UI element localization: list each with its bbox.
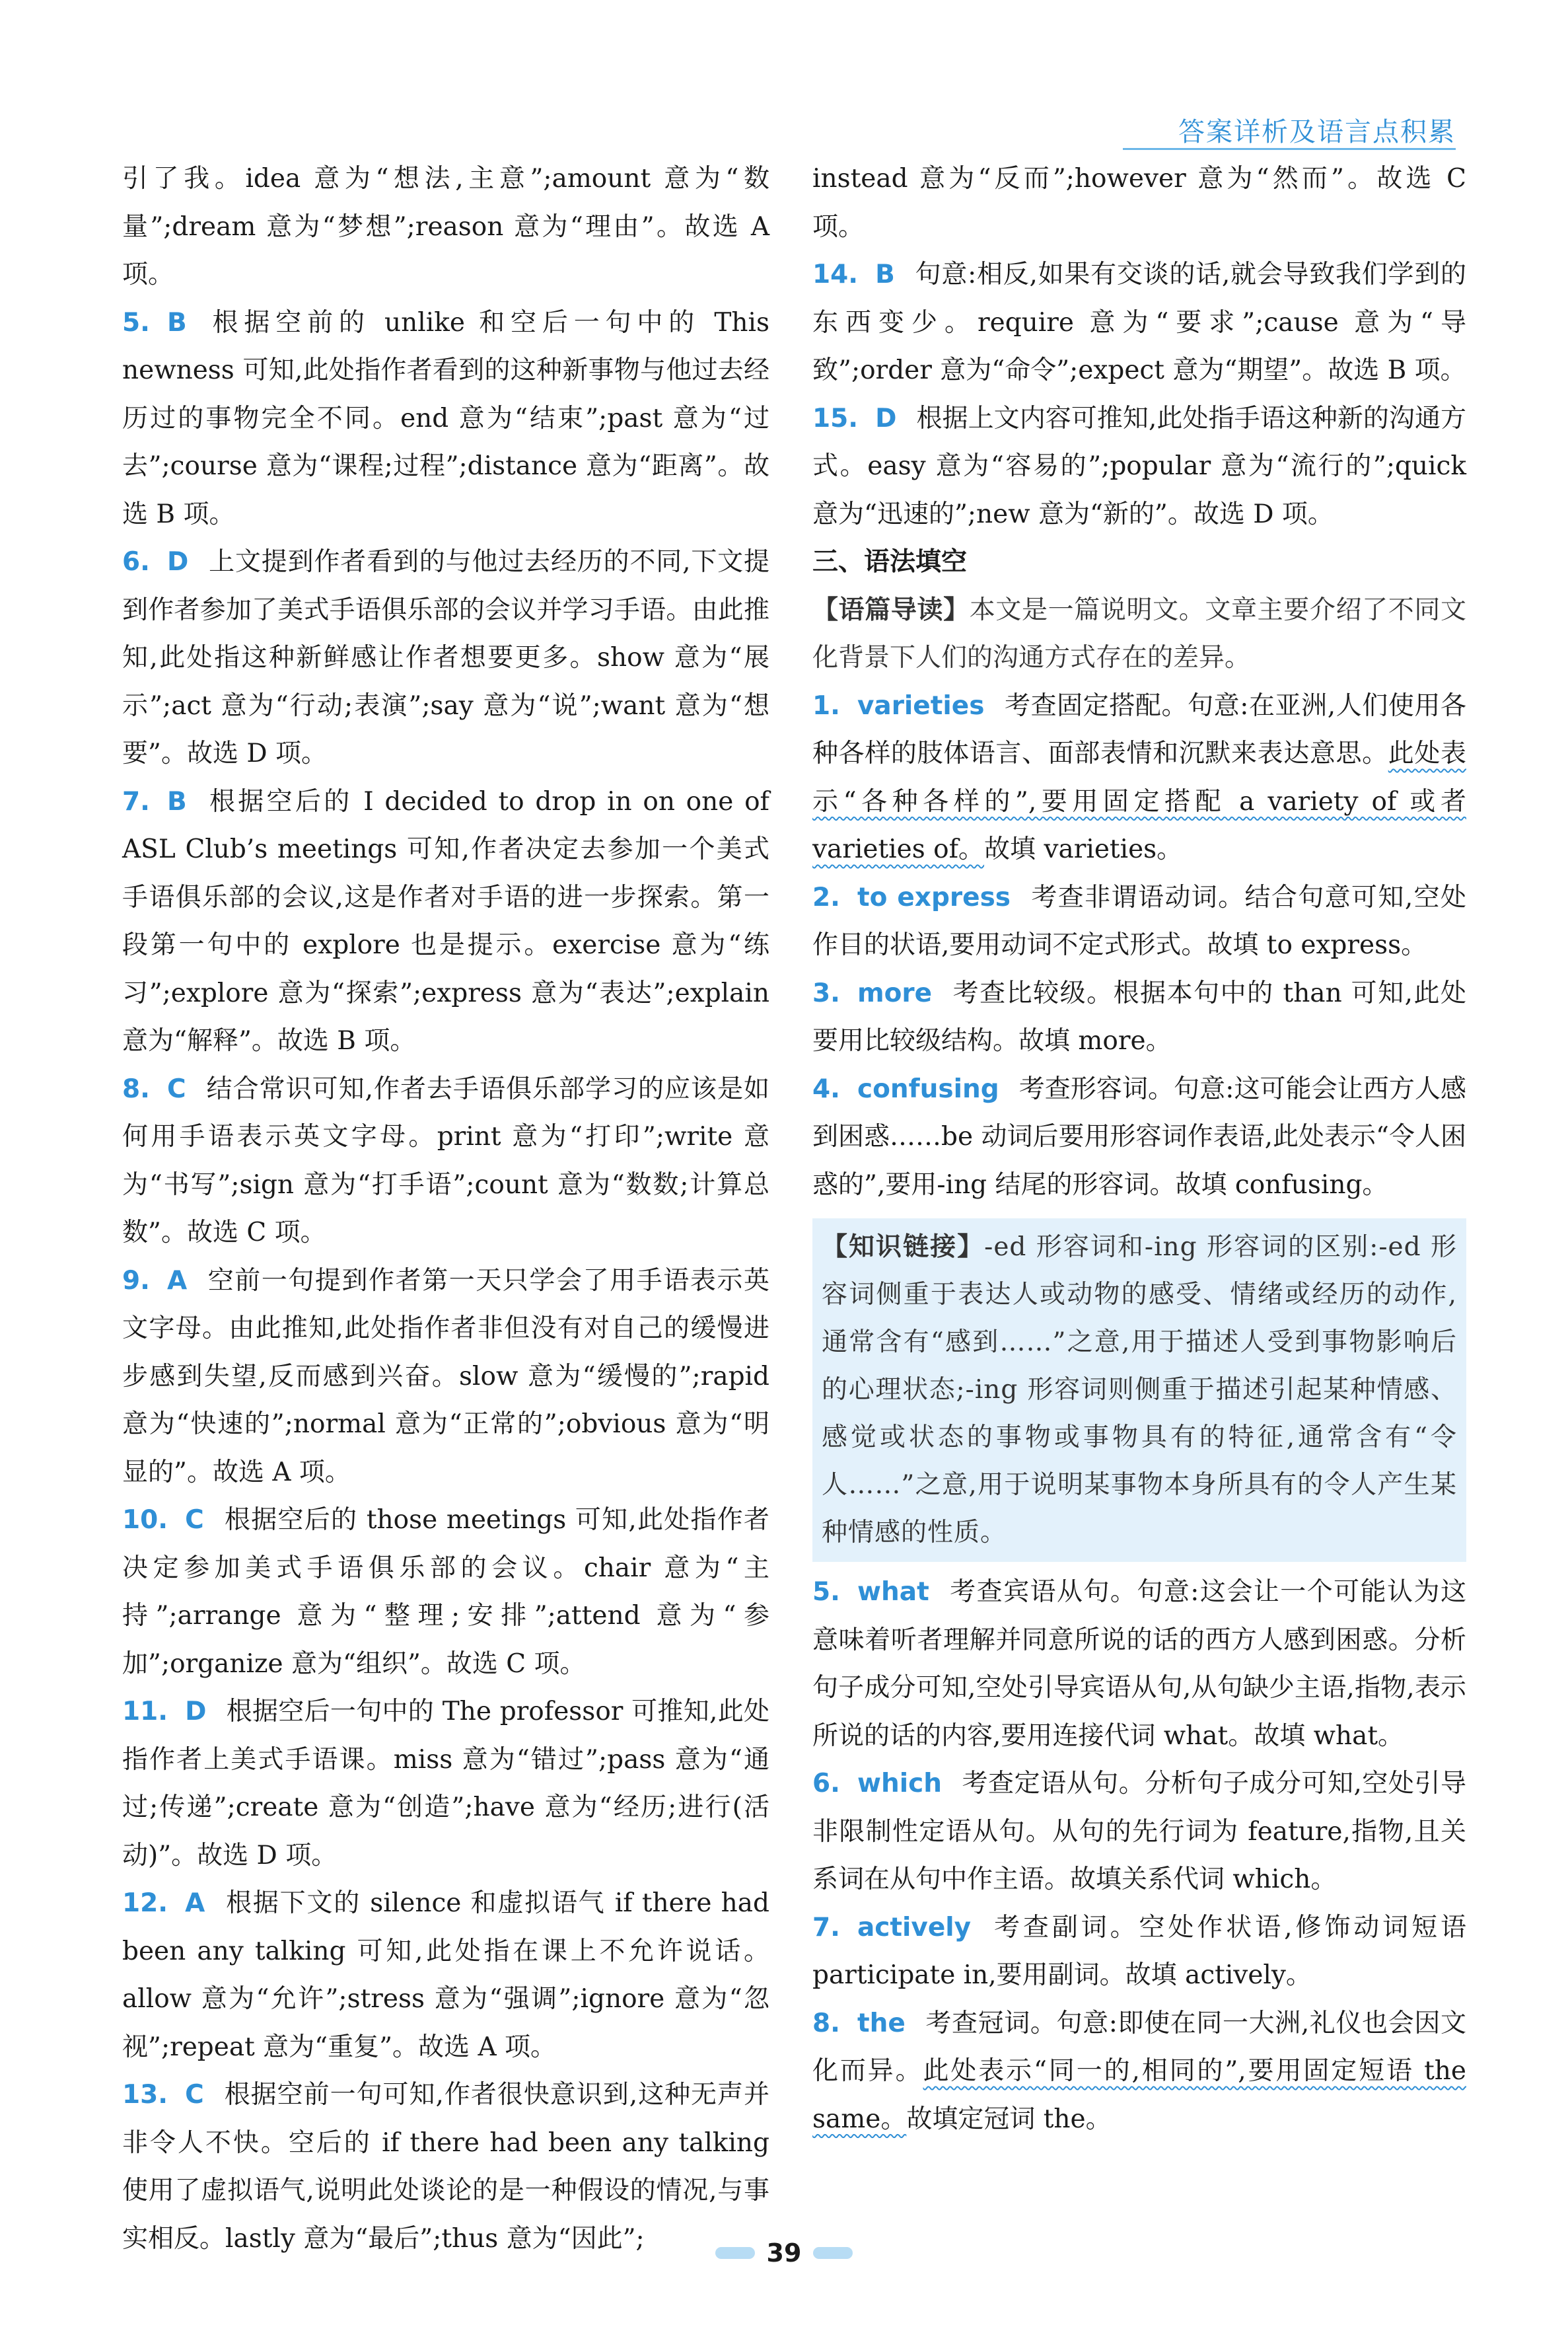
item-answer: actively [857, 1912, 972, 1942]
item-number: 11. [122, 1697, 168, 1726]
left-column [122, 155, 769, 2263]
answer-text: instead 意为“反而”;however 意为“然而”。故选 C 项。 [812, 164, 1466, 242]
item-number: 3. [812, 978, 840, 1008]
answer-item [122, 778, 769, 1066]
answer-item [812, 1066, 1466, 1210]
page-footer [0, 2238, 1568, 2268]
item-number: 2. [812, 882, 840, 912]
header-title: 答案详析及语言点积累 [1178, 117, 1456, 147]
answer-item [812, 970, 1466, 1066]
passage-guide [812, 587, 1466, 683]
section-title: 三、语法填空 [812, 547, 968, 577]
item-answer: C [185, 2080, 204, 2110]
item-number: 14. [812, 260, 859, 289]
item-number: 12. [122, 1888, 168, 1918]
item-number: 8. [122, 1074, 150, 1104]
answer-text: 考查形容词。句意:这可能会让西方人感到困惑……be 动词后要用形容词作表语,此处表示“令人困惑的”,要用-ing 结尾的形容词。故填 confusing。 [812, 1074, 1466, 1200]
page-number: 39 [766, 2238, 802, 2268]
answer-item [812, 683, 1466, 874]
item-number: 6. [812, 1769, 840, 1798]
item-number: 9. [122, 1265, 150, 1296]
item-number: 8. [812, 2008, 840, 2038]
answer-text: 句意:相反,如果有交谈的话,就会导致我们学到的东西变少。require 意为“要求”;cause 意为“导致”;order 意为“命令”;expect 意为“期望”。故选 B 项。 [812, 260, 1466, 385]
answer-text: 考查非谓语动词。结合句意可知,空处作目的状语,要用动词不定式形式。故填 to express。 [812, 882, 1466, 960]
guide-label: 【语篇导读】 [812, 595, 970, 625]
item-answer: what [857, 1577, 929, 1607]
answer-item [812, 1904, 1466, 2000]
answer-text: 根据空前一句可知,作者很快意识到,这种无声并非令人不快。空后的 if there had been any talking 使用了虚拟语气,说明此处谈论的是一种假设的情况,与事实相反。lastly 意为“最后”;thus 意为“因此”; [122, 2080, 769, 2254]
item-answer: the [857, 2008, 906, 2038]
item-number: 15. [812, 403, 859, 433]
item-number: 7. [812, 1912, 840, 1942]
item-answer: more [857, 978, 933, 1008]
item-number: 5. [812, 1577, 840, 1607]
answer-text: 考查固定搭配。句意:在亚洲,人们使用各种各样的肢体语言、面部表情和沉默来表达意思。 [812, 690, 1466, 768]
answer-text: 空前一句提到作者第一天只学会了用手语表示英文字母。由此推知,此处指作者非但没有对自己的缓慢进步感到失望,反而感到兴奋。slow 意为“缓慢的”;rapid 意为“快速的”;normal 意为“正常的”;obvious 意为“明显的”。故选 A 项。 [122, 1265, 769, 1487]
item-answer: which [857, 1769, 942, 1798]
answer-item [122, 538, 769, 778]
knowledge-text: -ed 形容词和-ing 形容词的区别:-ed 形容词侧重于表达人或动物的感受、情绪或经历的动作,通常含有“感到……”之意,用于描述人受到事物影响后的心理状态;-ing 形容词则侧重于描述引起某种情感、感觉或状态的事物或事物具有的特征,通常含有“令人……”之意,用于说明某事物本身所具有的令人产生某种情感的性质。 [822, 1232, 1457, 1547]
item-number: 13. [122, 2080, 168, 2110]
item-answer: A [185, 1888, 205, 1918]
answer-text: 引了我。idea 意为“想法,主意”;amount 意为“数量”;dream 意为“梦想”;reason 意为“理由”。故选 A 项。 [122, 164, 769, 289]
answer-text: 根据下文的 silence 和虚拟语气 if there had been any talking 可知,此处指在课上不允许说话。allow 意为“允许”;stress 意为“强调”;ignore 意为“忽视”;repeat 意为“重复”。故选 A 项。 [122, 1888, 769, 2062]
answer-text: 根据空后的 I decided to drop in on one of ASL Club’s meetings 可知,作者决定去参加一个美式手语俱乐部的会议,这是作者对手语的进一步探索。第一段第一句中的 explore 也是提示。exercise 意为“练习”;explore 意为“探索”;express 意为“表达”;explain 意为“解释”。故选 B 项。 [122, 786, 769, 1056]
answer-text: 故填定冠词 the。 [906, 2104, 1112, 2134]
item-answer: C [185, 1505, 204, 1535]
answer-text: 根据空前的 unlike 和空后一句中的 This newness 可知,此处指作者看到的这种新事物与他过去经历过的事物完全不同。end 意为“结束”;past 意为“过去”;course 意为“课程;过程”;distance 意为“距离”。故选 B 项。 [122, 307, 769, 529]
answer-item [812, 2000, 1466, 2144]
item-answer: varieties [857, 690, 985, 721]
item-answer: D [185, 1697, 207, 1726]
right-column [812, 155, 1466, 2143]
item-answer: B [166, 786, 187, 817]
answer-item [812, 1760, 1466, 1904]
answer-item [122, 2071, 769, 2263]
knowledge-link [822, 1224, 1457, 1557]
item-answer: to express [857, 882, 1011, 912]
answer-item [812, 1568, 1466, 1760]
answer-item [812, 395, 1466, 539]
item-answer: B [875, 260, 895, 289]
item-answer: A [166, 1265, 188, 1296]
answer-item [812, 874, 1466, 970]
item-answer: D [875, 403, 897, 433]
header-rule [1123, 148, 1456, 150]
item-answer: D [166, 547, 189, 577]
guide-text: 本文是一篇说明文。文章主要介绍了不同文化背景下人们的沟通方式存在的差异。 [812, 595, 1466, 673]
answer-item [122, 155, 769, 299]
answer-item [122, 1066, 769, 1257]
answer-text: 考查冠词。句意:即使在同一大洲,礼仪也会因文化而异。 [812, 2008, 1466, 2086]
item-answer: B [166, 307, 187, 338]
footer-decoration-right [813, 2247, 853, 2259]
answer-item [122, 1496, 769, 1688]
answer-text: 根据空后一句中的 The professor 可推知,此处指作者上美式手语课。miss 意为“错过”;pass 意为“通过;传递”;create 意为“创造”;have 意为“经历;进行(活动)”。故选 D 项。 [122, 1697, 769, 1870]
item-number: 6. [122, 547, 150, 577]
highlighted-text: 此处表示“各种各样的”,要用固定搭配 a variety of 或者 varieties of。 [812, 739, 1466, 864]
item-answer: C [166, 1074, 186, 1104]
answer-item [122, 1257, 769, 1497]
answer-item [812, 155, 1466, 251]
answer-item [122, 1880, 769, 2071]
answer-text: 考查宾语从句。句意:这会让一个可能认为这意味着听者理解并同意所说的话的西方人感到困惑。分析句子成分可知,空处引导宾语从句,从句缺少主语,指物,表示所说的话的内容,要用连接代词 what。故填 what。 [812, 1577, 1466, 1751]
knowledge-link-box [812, 1218, 1466, 1562]
answer-text: 考查副词。空处作状语,修饰动词短语 participate in,要用副词。故填 actively。 [812, 1912, 1466, 1990]
answer-item [122, 1688, 769, 1880]
answer-text: 考查比较级。根据本句中的 than 可知,此处要用比较级结构。故填 more。 [812, 978, 1466, 1056]
item-answer: confusing [857, 1074, 999, 1104]
item-number: 10. [122, 1505, 168, 1535]
answer-item [122, 299, 769, 539]
answer-item [812, 251, 1466, 395]
answer-text: 结合常识可知,作者去手语俱乐部学习的应该是如何用手语表示英文字母。print 意为“打印”;write 意为“书写”;sign 意为“打手语”;count 意为“数数;计算总数”。故选 C 项。 [122, 1074, 769, 1247]
answer-text: 上文提到作者看到的与他过去经历的不同,下文提到作者参加了美式手语俱乐部的会议并学习手语。由此推知,此处指这种新鲜感让作者想要更多。show 意为“展示”;act 意为“行动;表演”;say 意为“说”;want 意为“想要”。故选 D 项。 [122, 547, 769, 768]
answer-text: 根据上文内容可推知,此处指手语这种新的沟通方式。easy 意为“容易的”;popular 意为“流行的”;quick 意为“迅速的”;new 意为“新的”。故选 D 项。 [812, 403, 1466, 529]
item-number: 1. [812, 690, 840, 721]
answer-text: 根据空后的 those meetings 可知,此处指作者决定参加美式手语俱乐部的会议。chair 意为“主持”;arrange 意为“整理;安排”;attend 意为“参加”;organize 意为“组织”。故选 C 项。 [122, 1505, 769, 1679]
item-number: 5. [122, 307, 150, 338]
knowledge-label: 【知识链接】 [822, 1232, 985, 1262]
item-number: 4. [812, 1074, 840, 1104]
highlighted-text: 此处表示“同一的,相同的”,要用固定短语 the same。 [812, 2056, 1466, 2134]
answer-text: 故填 varieties。 [984, 834, 1183, 864]
footer-decoration-left [715, 2247, 755, 2259]
answer-text: 考查定语从句。分析句子成分可知,空处引导非限制性定语从句。从句的先行词为 feature,指物,且关系词在从句中作主语。故填关系代词 which。 [812, 1769, 1466, 1894]
item-number: 7. [122, 786, 150, 817]
